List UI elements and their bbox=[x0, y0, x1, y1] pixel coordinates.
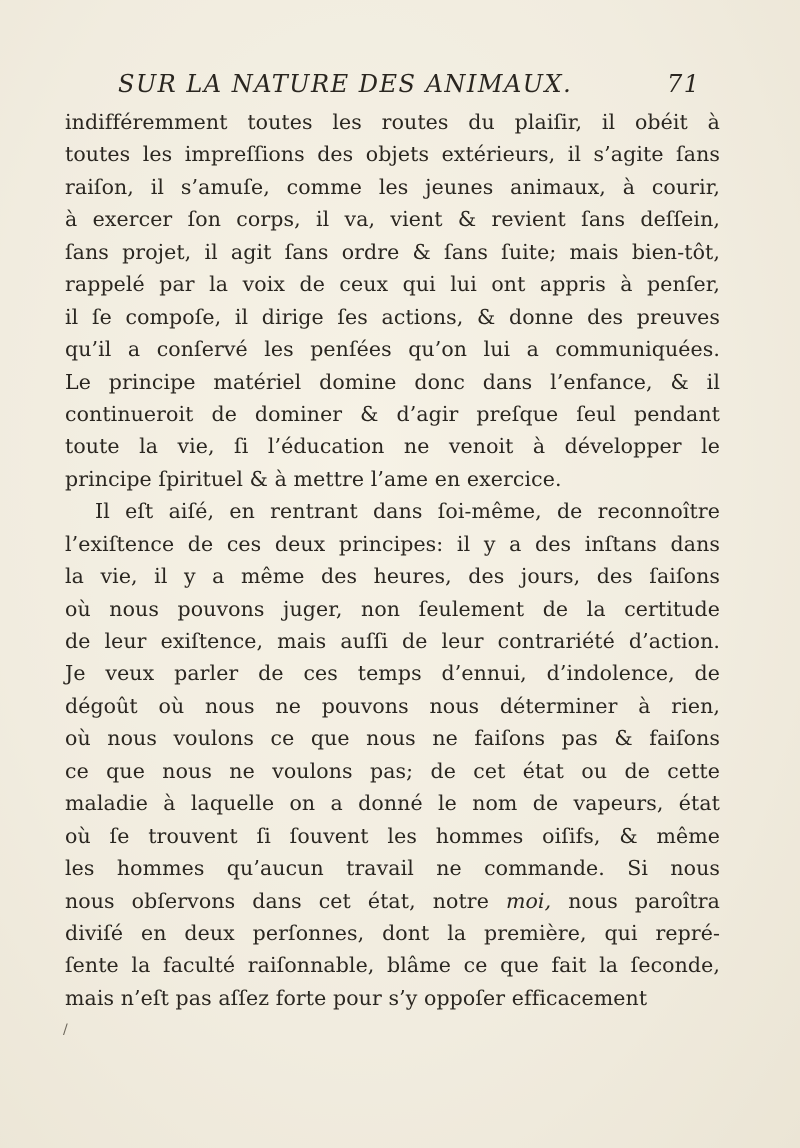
text-line: la vie, il y a même des heures, des jours, des ſaiſons bbox=[65, 564, 720, 589]
text-line: rappelé par la voix de ceux qui lui ont appris à penſer, bbox=[65, 272, 720, 297]
text-line: indifféremment toutes les routes du plaiſir, il obéit à bbox=[65, 110, 720, 134]
text-line: où nous voulons ce que nous ne faiſons pas & faiſons bbox=[65, 726, 720, 751]
text-line: mais n’eſt pas aſſez forte pour s’y oppoſer efficacement bbox=[65, 985, 648, 1010]
text-line: toutes les impreſſions des objets extérieurs, il s’agite ſans bbox=[65, 142, 720, 167]
italic-word-moi: moi, bbox=[505, 888, 552, 913]
stray-ink-mark: / bbox=[63, 1022, 68, 1038]
text-line: dégoût où nous ne pouvons nous déterminer à rien, bbox=[65, 693, 720, 718]
text-line: les hommes qu’aucun travail ne commande. Si nous bbox=[65, 856, 720, 881]
text-line: maladie à laquelle on a donné le nom de vapeurs, état bbox=[65, 791, 720, 816]
body-text bbox=[65, 106, 720, 1014]
text-line-mixed bbox=[65, 885, 720, 917]
text-line: à exercer ſon corps, il va, vient & revient ſans deſſein, bbox=[65, 207, 720, 232]
page-header bbox=[118, 70, 718, 110]
text-line: l’exiſtence de ces deux principes: il y a des inſtans dans bbox=[65, 531, 720, 556]
page-number: 71 bbox=[667, 70, 701, 98]
text-line: diviſé en deux perſonnes, dont la première, qui repré- bbox=[65, 920, 720, 945]
running-title: SUR LA NATURE DES ANIMAUX. bbox=[118, 70, 573, 98]
text-line: toute la vie, ſi l’éducation ne venoit à développer le bbox=[65, 434, 720, 459]
text-line: où nous pouvons juger, non ſeulement de la certitude bbox=[65, 596, 720, 621]
line-head: nous obſervons dans cet état, notre bbox=[65, 888, 506, 913]
text-line: Je veux parler de ces temps d’ennui, d’indolence, de bbox=[65, 661, 720, 686]
text-line: Le principe matériel domine donc dans l’enfance, & il bbox=[65, 369, 720, 394]
text-line: de leur exiſtence, mais auſſi de leur contrariété d’action. bbox=[65, 629, 720, 653]
line-tail: nous paroîtra bbox=[551, 888, 720, 913]
text-line: raiſon, il s’amuſe, comme les jeunes animaux, à courir, bbox=[65, 174, 720, 199]
text-line: ſans projet, il agit ſans ordre & ſans ſuite; mais bien-tôt, bbox=[65, 239, 720, 264]
text-line: qu’il a conſervé les penſées qu’on lui a communiquées. bbox=[65, 337, 720, 362]
text-line: continueroit de dominer & d’agir preſque ſeul pendant bbox=[65, 401, 720, 426]
text-line: ſente la faculté raiſonnable, blâme ce que fait la ſeconde, bbox=[65, 953, 720, 978]
text-line: où ſe trouvent ſi ſouvent les hommes oiſifs, & même bbox=[65, 823, 720, 848]
text-line: il ſe compoſe, il dirige ſes actions, & donne des preuves bbox=[65, 304, 720, 329]
paragraph-start-line: Il eſt aiſé, en rentrant dans ſoi-même, de reconnoître bbox=[95, 499, 720, 524]
text-line: ce que nous ne voulons pas; de cet état ou de cette bbox=[65, 758, 720, 783]
text-line: principe ſpirituel & à mettre l’ame en exercice. bbox=[65, 466, 562, 491]
